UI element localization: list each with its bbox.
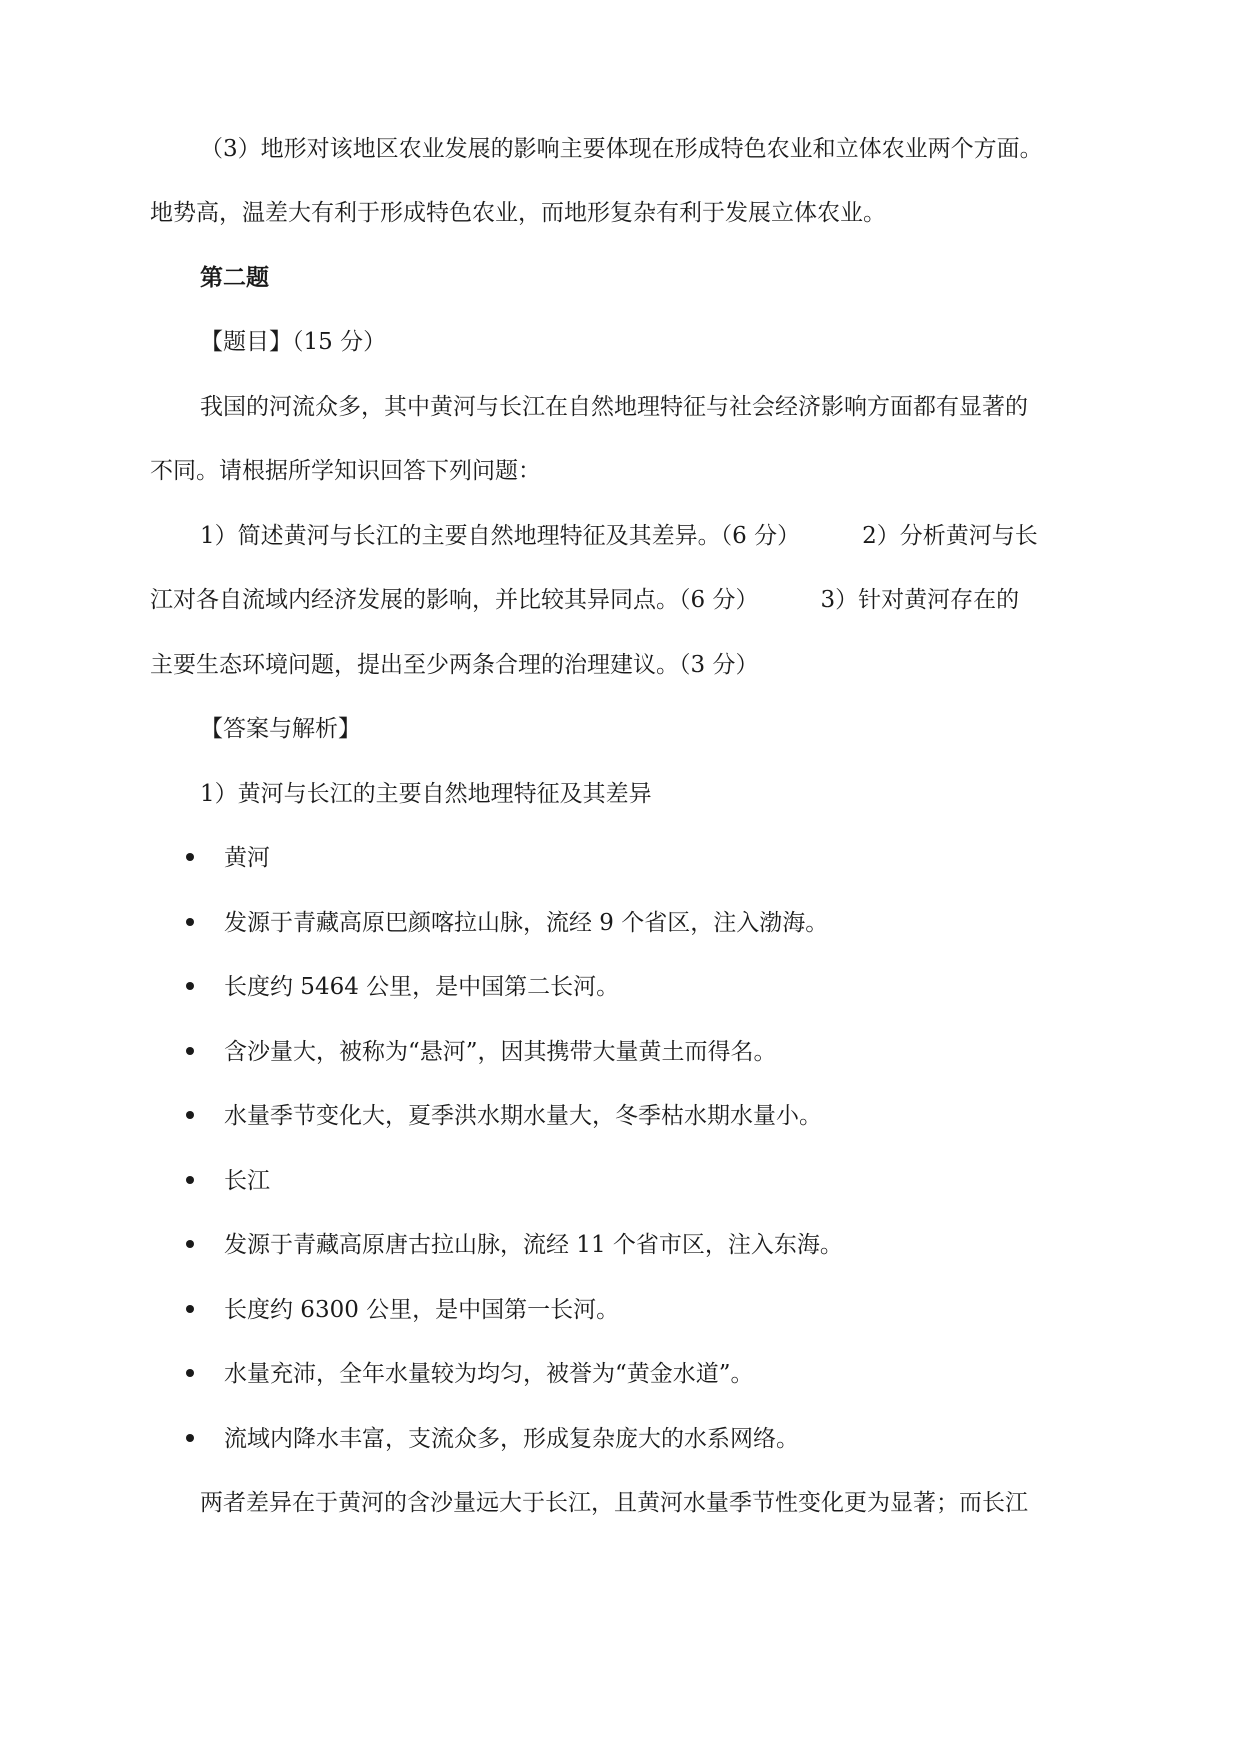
list-item: [186, 1100, 822, 1132]
bullet-icon: [186, 1369, 194, 1377]
bullet-icon: [186, 1111, 194, 1119]
list-item-text: 黄河: [224, 845, 270, 871]
bullet-icon: [186, 918, 194, 926]
list-item-text: 长江: [224, 1168, 270, 1194]
question-3-start: 3）针对黄河存在的: [820, 587, 1020, 613]
list-item-text: 发源于青藏高原唐古拉山脉，流经 11 个省市区，注入东海。: [224, 1232, 843, 1258]
answer-header: 【答案与解析】: [200, 716, 361, 742]
list-item: [186, 1423, 799, 1455]
question-2-end: 江对各自流域内经济发展的影响，并比较其异同点。（6 分）: [150, 587, 759, 613]
list-item-text: 水量充沛，全年水量较为均匀，被誉为“黄金水道”。: [224, 1361, 754, 1387]
answer-subtitle-1: 1）黄河与长江的主要自然地理特征及其差异: [200, 781, 652, 807]
list-item: [186, 1165, 270, 1197]
paragraph-3-line-1: （3）地形对该地区农业发展的影响主要体现在形成特色农业和立体农业两个方面。: [200, 136, 1043, 162]
bullet-icon: [186, 1240, 194, 1248]
question-intro-line-1: 我国的河流众多，其中黄河与长江在自然地理特征与社会经济影响方面都有显著的: [200, 394, 1028, 420]
bullet-icon: [186, 1047, 194, 1055]
list-item: [186, 907, 828, 939]
bullet-icon: [186, 853, 194, 861]
list-item: [186, 1036, 777, 1068]
question-intro-line-2: 不同。请根据所学知识回答下列问题：: [150, 458, 541, 484]
question-line-b: [150, 584, 1019, 616]
question-3-end: 主要生态环境问题，提出至少两条合理的治理建议。（3 分）: [150, 652, 759, 678]
question-2-start: 2）分析黄河与长: [862, 523, 1038, 549]
list-item: [186, 1229, 843, 1261]
question-header: 【题目】（15 分）: [200, 329, 387, 355]
question-1: 1）简述黄河与长江的主要自然地理特征及其差异。（6 分）: [200, 523, 801, 549]
list-item-text: 长度约 6300 公里，是中国第一长河。: [224, 1297, 620, 1323]
paragraph-3-line-2: 地势高，温差大有利于形成特色农业，而地形复杂有利于发展立体农业。: [150, 200, 886, 226]
bullet-icon: [186, 1434, 194, 1442]
bullet-icon: [186, 1176, 194, 1184]
list-item-text: 流域内降水丰富，支流众多，形成复杂庞大的水系网络。: [224, 1426, 799, 1452]
list-item: [186, 1294, 619, 1326]
list-item-text: 含沙量大，被称为“悬河”，因其携带大量黄土而得名。: [224, 1039, 777, 1065]
list-item: [186, 842, 270, 874]
section-title: 第二题: [200, 264, 269, 291]
list-item-text: 发源于青藏高原巴颜喀拉山脉，流经 9 个省区，注入渤海。: [224, 910, 829, 936]
list-item: [186, 1358, 754, 1390]
list-item-text: 长度约 5464 公里，是中国第二长河。: [224, 974, 620, 1000]
bullet-icon: [186, 982, 194, 990]
difference-paragraph: 两者差异在于黄河的含沙量远大于长江，且黄河水量季节性变化更为显著；而长江: [200, 1490, 1028, 1516]
question-line-a: [200, 520, 1038, 552]
list-item: [186, 971, 619, 1003]
bullet-icon: [186, 1305, 194, 1313]
list-item-text: 水量季节变化大，夏季洪水期水量大，冬季枯水期水量小。: [224, 1103, 822, 1129]
